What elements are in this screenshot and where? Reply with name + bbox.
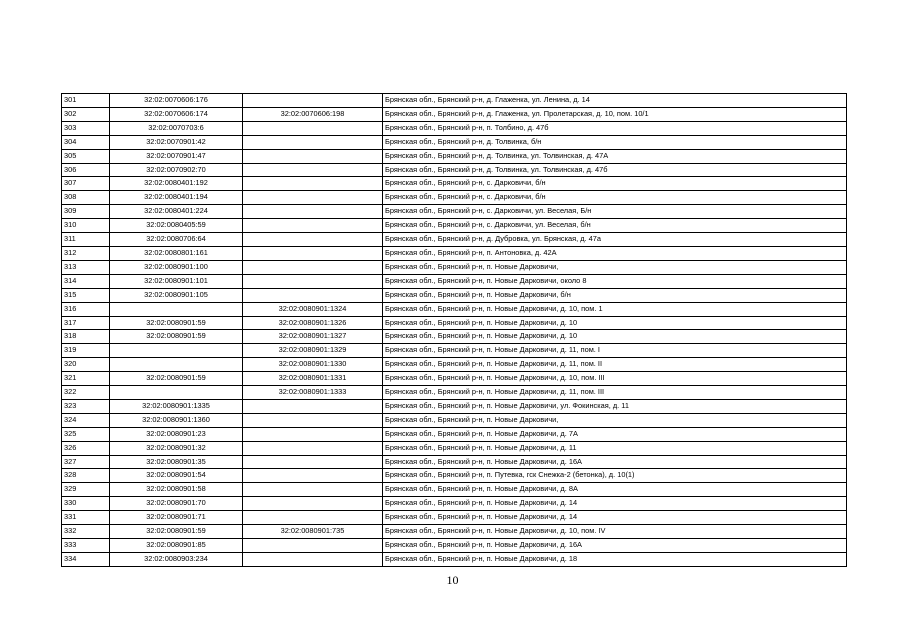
address-cell: Брянская обл., Брянский р-н, п. Новые Дарковичи, д. 10, пом. III	[383, 372, 847, 386]
address-cell: Брянская обл., Брянский р-н, п. Новые Дарковичи, д. 18	[383, 552, 847, 566]
row-number-cell: 307	[62, 177, 110, 191]
row-number-cell: 302	[62, 107, 110, 121]
address-cell: Брянская обл., Брянский р-н, п. Новые Дарковичи, д. 14	[383, 511, 847, 525]
address-cell: Брянская обл., Брянский р-н, д. Толвинка, ул. Толвинская, д. 47А	[383, 149, 847, 163]
table-row	[62, 288, 847, 302]
sub-cadastral-number-cell: 32:02:0080901:1333	[243, 386, 383, 400]
table-row	[62, 372, 847, 386]
address-cell: Брянская обл., Брянский р-н, п. Новые Дарковичи, ул. Фокинская, д. 11	[383, 399, 847, 413]
sub-cadastral-number-cell	[243, 149, 383, 163]
row-number-cell: 310	[62, 219, 110, 233]
cadastral-number-cell: 32:02:0070606:176	[110, 94, 243, 108]
cadastral-number-cell	[110, 302, 243, 316]
table-row	[62, 399, 847, 413]
address-cell: Брянская обл., Брянский р-н, п. Новые Дарковичи,	[383, 260, 847, 274]
address-cell: Брянская обл., Брянский р-н, п. Новые Дарковичи, д. 10, пом. 1	[383, 302, 847, 316]
table-row	[62, 302, 847, 316]
address-cell: Брянская обл., Брянский р-н, п. Новые Дарковичи, д. 11	[383, 441, 847, 455]
table-row	[62, 441, 847, 455]
table-row	[62, 233, 847, 247]
table-row	[62, 274, 847, 288]
sub-cadastral-number-cell	[243, 469, 383, 483]
cadastral-number-cell: 32:02:0080903:234	[110, 552, 243, 566]
address-cell: Брянская обл., Брянский р-н, п. Новые Дарковичи, д. 10	[383, 330, 847, 344]
table-row	[62, 455, 847, 469]
table-row	[62, 163, 847, 177]
row-number-cell: 323	[62, 399, 110, 413]
sub-cadastral-number-cell: 32:02:0080901:1330	[243, 358, 383, 372]
table-row	[62, 386, 847, 400]
property-table	[61, 93, 847, 567]
sub-cadastral-number-cell: 32:02:0080901:1331	[243, 372, 383, 386]
address-cell: Брянская обл., Брянский р-н, п. Новые Дарковичи, д. 7А	[383, 427, 847, 441]
table-row	[62, 344, 847, 358]
cadastral-number-cell: 32:02:0070901:42	[110, 135, 243, 149]
address-cell: Брянская обл., Брянский р-н, д. Глаженка, ул. Пролетарская, д. 10, пом. 10/1	[383, 107, 847, 121]
row-number-cell: 322	[62, 386, 110, 400]
sub-cadastral-number-cell	[243, 163, 383, 177]
table-row	[62, 191, 847, 205]
row-number-cell: 326	[62, 441, 110, 455]
row-number-cell: 314	[62, 274, 110, 288]
table-row	[62, 358, 847, 372]
sub-cadastral-number-cell	[243, 441, 383, 455]
row-number-cell: 332	[62, 525, 110, 539]
sub-cadastral-number-cell	[243, 94, 383, 108]
page-number: 10	[446, 573, 459, 587]
cadastral-number-cell: 32:02:0080901:1360	[110, 413, 243, 427]
sub-cadastral-number-cell	[243, 260, 383, 274]
row-number-cell: 301	[62, 94, 110, 108]
cadastral-number-cell: 32:02:0080901:58	[110, 483, 243, 497]
cadastral-number-cell: 32:02:0080401:224	[110, 205, 243, 219]
sub-cadastral-number-cell	[243, 135, 383, 149]
cadastral-number-cell: 32:02:0080901:1335	[110, 399, 243, 413]
cadastral-number-cell: 32:02:0080901:59	[110, 525, 243, 539]
cadastral-number-cell	[110, 386, 243, 400]
sub-cadastral-number-cell	[243, 455, 383, 469]
address-cell: Брянская обл., Брянский р-н, п. Новые Дарковичи, д. 8А	[383, 483, 847, 497]
address-cell: Брянская обл., Брянский р-н, п. Новые Дарковичи, д. 14	[383, 497, 847, 511]
sub-cadastral-number-cell: 32:02:0080901:1326	[243, 316, 383, 330]
sub-cadastral-number-cell	[243, 121, 383, 135]
sub-cadastral-number-cell	[243, 427, 383, 441]
cadastral-number-cell: 32:02:0080901:105	[110, 288, 243, 302]
address-cell: Брянская обл., Брянский р-н, п. Новые Дарковичи, д. 10, пом. IV	[383, 525, 847, 539]
address-cell: Брянская обл., Брянский р-н, п. Новые Дарковичи, д. 11, пом. III	[383, 386, 847, 400]
address-cell: Брянская обл., Брянский р-н, п. Новые Дарковичи, д. 16А	[383, 539, 847, 553]
sub-cadastral-number-cell	[243, 274, 383, 288]
cadastral-number-cell: 32:02:0080901:35	[110, 455, 243, 469]
cadastral-number-cell: 32:02:0080901:32	[110, 441, 243, 455]
row-number-cell: 316	[62, 302, 110, 316]
cadastral-number-cell: 32:02:0080401:192	[110, 177, 243, 191]
table-row	[62, 539, 847, 553]
row-number-cell: 321	[62, 372, 110, 386]
row-number-cell: 325	[62, 427, 110, 441]
cadastral-number-cell	[110, 358, 243, 372]
cadastral-number-cell: 32:02:0080706:64	[110, 233, 243, 247]
table-row	[62, 107, 847, 121]
table-row	[62, 316, 847, 330]
address-cell: Брянская обл., Брянский р-н, с. Дарковичи, ул. Веселая, Б/н	[383, 205, 847, 219]
table-row	[62, 483, 847, 497]
row-number-cell: 334	[62, 552, 110, 566]
row-number-cell: 303	[62, 121, 110, 135]
table-row	[62, 552, 847, 566]
cadastral-number-cell: 32:02:0080901:71	[110, 511, 243, 525]
sub-cadastral-number-cell	[243, 552, 383, 566]
row-number-cell: 324	[62, 413, 110, 427]
row-number-cell: 329	[62, 483, 110, 497]
row-number-cell: 331	[62, 511, 110, 525]
row-number-cell: 312	[62, 246, 110, 260]
sub-cadastral-number-cell	[243, 483, 383, 497]
address-cell: Брянская обл., Брянский р-н, д. Дубровка, ул. Брянская, д. 47а	[383, 233, 847, 247]
address-cell: Брянская обл., Брянский р-н, п. Путевка, гск Снежка-2 (бетонка), д. 10(1)	[383, 469, 847, 483]
cadastral-number-cell: 32:02:0080901:59	[110, 316, 243, 330]
sub-cadastral-number-cell	[243, 399, 383, 413]
address-cell: Брянская обл., Брянский р-н, п. Новые Дарковичи, около 8	[383, 274, 847, 288]
table-row	[62, 330, 847, 344]
cadastral-number-cell: 32:02:0080901:100	[110, 260, 243, 274]
table-row	[62, 94, 847, 108]
address-cell: Брянская обл., Брянский р-н, д. Толвинка, ул. Толвинская, д. 47б	[383, 163, 847, 177]
address-cell: Брянская обл., Брянский р-н, п. Толбино, д. 47б	[383, 121, 847, 135]
cadastral-number-cell: 32:02:0080901:23	[110, 427, 243, 441]
table-row	[62, 219, 847, 233]
cadastral-number-cell: 32:02:0080901:59	[110, 372, 243, 386]
row-number-cell: 327	[62, 455, 110, 469]
row-number-cell: 333	[62, 539, 110, 553]
cadastral-number-cell: 32:02:0080901:54	[110, 469, 243, 483]
row-number-cell: 315	[62, 288, 110, 302]
sub-cadastral-number-cell	[243, 233, 383, 247]
property-table-body	[62, 94, 847, 567]
table-row	[62, 413, 847, 427]
address-cell: Брянская обл., Брянский р-н, д. Толвинка, б/н	[383, 135, 847, 149]
sub-cadastral-number-cell: 32:02:0070606:198	[243, 107, 383, 121]
cadastral-number-cell: 32:02:0080901:85	[110, 539, 243, 553]
table-row	[62, 135, 847, 149]
table-row	[62, 149, 847, 163]
address-cell: Брянская обл., Брянский р-н, п. Новые Дарковичи,	[383, 413, 847, 427]
cadastral-number-cell: 32:02:0080901:101	[110, 274, 243, 288]
cadastral-number-cell: 32:02:0070606:174	[110, 107, 243, 121]
table-row	[62, 246, 847, 260]
cadastral-number-cell: 32:02:0080401:194	[110, 191, 243, 205]
row-number-cell: 308	[62, 191, 110, 205]
table-row	[62, 427, 847, 441]
address-cell: Брянская обл., Брянский р-н, с. Дарковичи, б/н	[383, 177, 847, 191]
table-row	[62, 260, 847, 274]
cadastral-number-cell: 32:02:0080801:161	[110, 246, 243, 260]
row-number-cell: 319	[62, 344, 110, 358]
sub-cadastral-number-cell: 32:02:0080901:1324	[243, 302, 383, 316]
row-number-cell: 320	[62, 358, 110, 372]
table-row	[62, 205, 847, 219]
table-row	[62, 469, 847, 483]
cadastral-number-cell: 32:02:0070703:6	[110, 121, 243, 135]
sub-cadastral-number-cell	[243, 539, 383, 553]
row-number-cell: 328	[62, 469, 110, 483]
address-cell: Брянская обл., Брянский р-н, п. Новые Дарковичи, д. 11, пом. I	[383, 344, 847, 358]
address-cell: Брянская обл., Брянский р-н, п. Новые Дарковичи, д. 11, пом. II	[383, 358, 847, 372]
row-number-cell: 318	[62, 330, 110, 344]
row-number-cell: 309	[62, 205, 110, 219]
row-number-cell: 305	[62, 149, 110, 163]
sub-cadastral-number-cell	[243, 205, 383, 219]
sub-cadastral-number-cell	[243, 511, 383, 525]
sub-cadastral-number-cell	[243, 191, 383, 205]
row-number-cell: 330	[62, 497, 110, 511]
sub-cadastral-number-cell	[243, 177, 383, 191]
table-row	[62, 511, 847, 525]
cadastral-number-cell: 32:02:0080901:59	[110, 330, 243, 344]
row-number-cell: 306	[62, 163, 110, 177]
address-cell: Брянская обл., Брянский р-н, п. Новые Дарковичи, д. 10	[383, 316, 847, 330]
cadastral-number-cell: 32:02:0070901:47	[110, 149, 243, 163]
sub-cadastral-number-cell	[243, 288, 383, 302]
table-row	[62, 497, 847, 511]
sub-cadastral-number-cell: 32:02:0080901:1329	[243, 344, 383, 358]
sub-cadastral-number-cell	[243, 246, 383, 260]
row-number-cell: 313	[62, 260, 110, 274]
cadastral-number-cell	[110, 344, 243, 358]
address-cell: Брянская обл., Брянский р-н, п. Новые Дарковичи, б/н	[383, 288, 847, 302]
sub-cadastral-number-cell	[243, 413, 383, 427]
cadastral-number-cell: 32:02:0080901:70	[110, 497, 243, 511]
row-number-cell: 317	[62, 316, 110, 330]
cadastral-number-cell: 32:02:0070902:70	[110, 163, 243, 177]
address-cell: Брянская обл., Брянский р-н, п. Антоновка, д. 42А	[383, 246, 847, 260]
row-number-cell: 311	[62, 233, 110, 247]
sub-cadastral-number-cell	[243, 497, 383, 511]
sub-cadastral-number-cell	[243, 219, 383, 233]
sub-cadastral-number-cell: 32:02:0080901:735	[243, 525, 383, 539]
row-number-cell: 304	[62, 135, 110, 149]
table-row	[62, 177, 847, 191]
table-row	[62, 525, 847, 539]
address-cell: Брянская обл., Брянский р-н, п. Новые Дарковичи, д. 16А	[383, 455, 847, 469]
table-row	[62, 121, 847, 135]
address-cell: Брянская обл., Брянский р-н, с. Дарковичи, б/н	[383, 191, 847, 205]
sub-cadastral-number-cell: 32:02:0080901:1327	[243, 330, 383, 344]
address-cell: Брянская обл., Брянский р-н, с. Дарковичи, ул. Веселая, б/н	[383, 219, 847, 233]
cadastral-number-cell: 32:02:0080405:59	[110, 219, 243, 233]
address-cell: Брянская обл., Брянский р-н, д. Глаженка, ул. Ленина, д. 14	[383, 94, 847, 108]
